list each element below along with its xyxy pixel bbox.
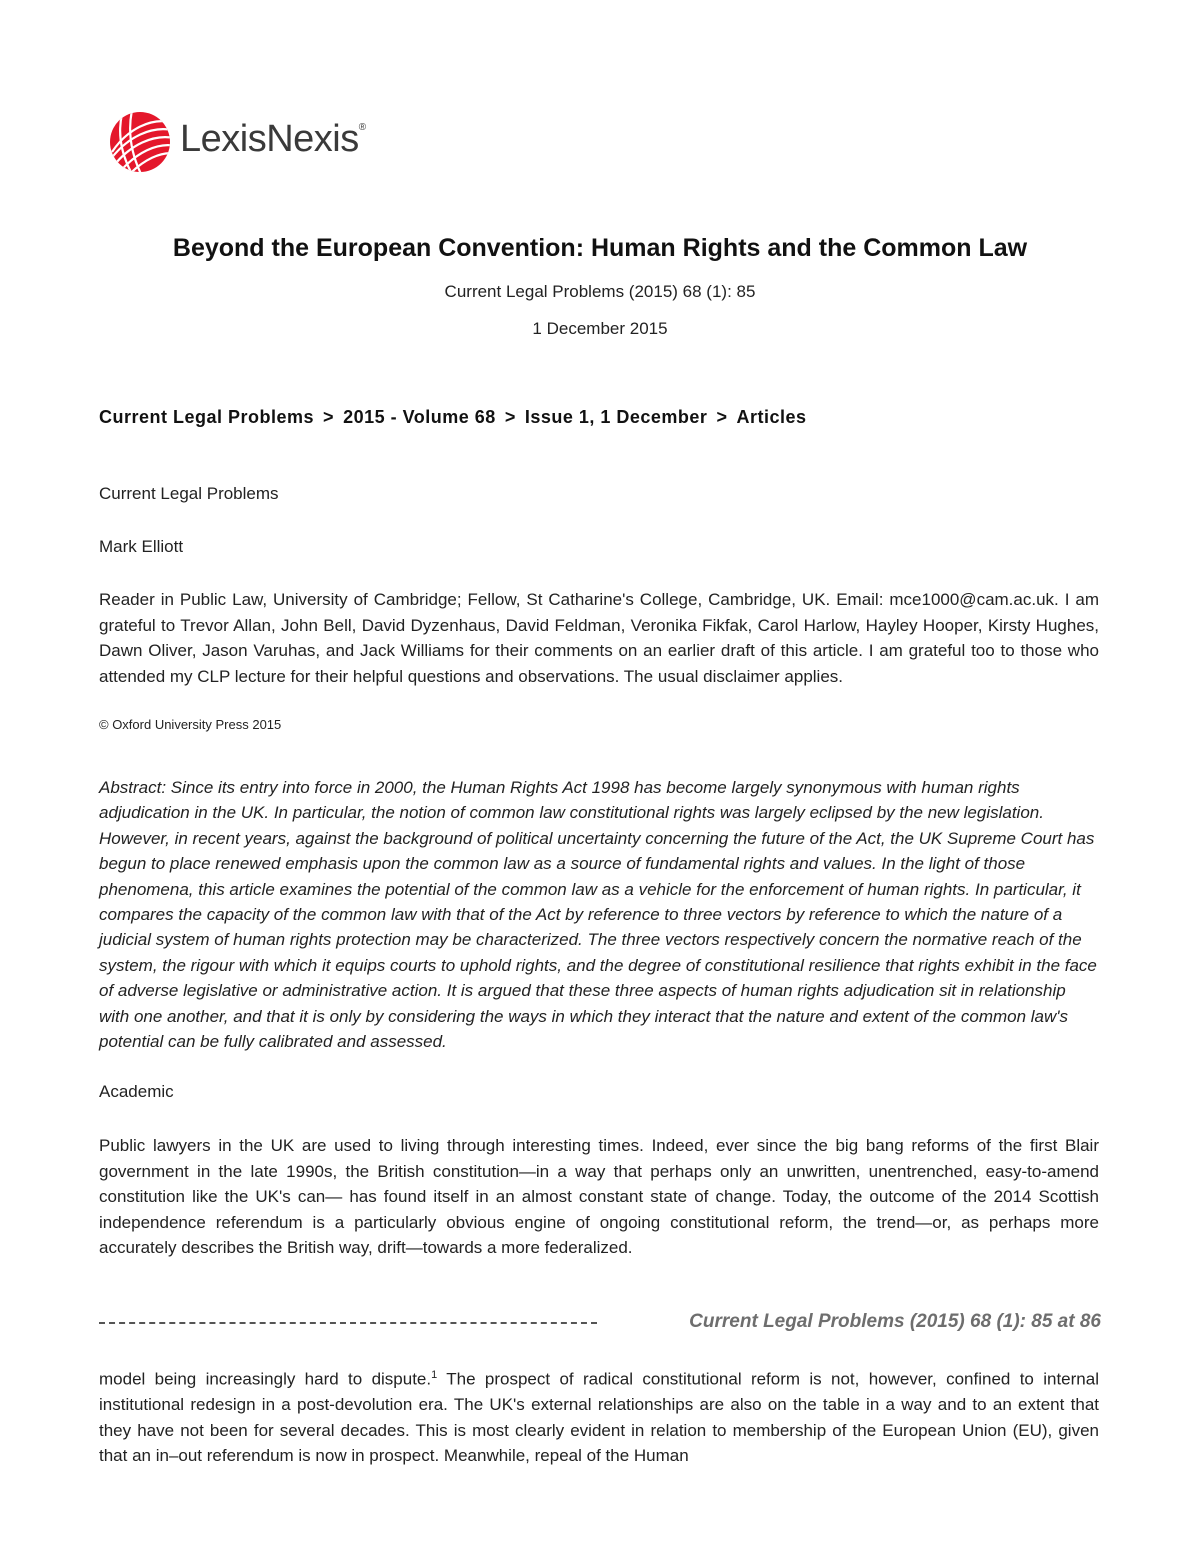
lexisnexis-logo bbox=[108, 108, 388, 174]
breadcrumb-separator: > bbox=[323, 407, 335, 427]
author-name: Mark Elliott bbox=[99, 537, 184, 556]
article-citation: Current Legal Problems (2015) 68 (1): 85 bbox=[444, 282, 756, 301]
breadcrumb-volume[interactable]: 2015 - Volume 68 bbox=[343, 407, 496, 427]
article-title: Beyond the European Convention: Human Rights and the Common Law bbox=[172, 234, 1028, 262]
page-marker: Current Legal Problems (2015) 68 (1): 85 at 86 bbox=[689, 1311, 1101, 1332]
article-category: Academic bbox=[99, 1082, 174, 1101]
paragraph-start: model being increasingly hard to dispute. bbox=[99, 1369, 432, 1389]
body-paragraph-continued bbox=[99, 1363, 1099, 1469]
logo-text: LexisNexis bbox=[180, 118, 359, 160]
breadcrumb-section[interactable]: Articles bbox=[736, 407, 807, 427]
abstract: Abstract: Since its entry into force in 2000, the Human Rights Act 1998 has become largely synonymous with human rights adjudication in the UK. In particular, the notion of common law constitutional rights was largely eclipsed by the new legislation. However, in recent years, against the background of political uncertainty concerning the future of the Act, the UK Supreme Court has begun to place renewed emphasis upon the common law as a source of fundamental rights and values. In the light of those phenomena, this article examines the potential of the common law as a vehicle for the enforcement of human rights. In particular, it compares the capacity of the common law with that of the Act by reference to three vectors by reference to which the nature of a judicial system of human rights protection may be characterized. The three vectors respectively concern the normative reach of the system, the rigour with which it equips courts to uphold rights, and the degree of constitutional resilience that rights exhibit in the face of adverse legislative or administrative action. It is argued that these three aspects of human rights adjudication sit in relationship with one another, and that it is only by considering the ways in which they interact that the nature and extent of the common law's potential can be fully calibrated and assessed. bbox=[99, 778, 1097, 1052]
copyright-notice: © Oxford University Press 2015 bbox=[99, 717, 282, 732]
journal-name: Current Legal Problems bbox=[99, 484, 279, 503]
breadcrumb-separator: > bbox=[716, 407, 728, 427]
registered-mark: ® bbox=[358, 122, 366, 133]
breadcrumb-journal[interactable]: Current Legal Problems bbox=[99, 407, 315, 427]
body-paragraph: Public lawyers in the UK are used to living through interesting times. Indeed, ever since the big bang reforms of the first Blair government in the late 1990s, the British constitution—in a way that perhaps only an unwritten, unentrenched, easy-to-amend constitution like the UK's can— has found itself in an almost constant state of change. Today, the outcome of the 2014 Scottish independence referendum is a particularly obvious engine of ongoing constitutional reform, the trend—or, as perhaps more accurately describes the British way, drift—towards a more federalized. bbox=[99, 1136, 1099, 1257]
article-date: 1 December 2015 bbox=[532, 319, 668, 338]
footnote-ref[interactable]: 1 bbox=[431, 1369, 438, 1381]
paragraph-rest: The prospect of radical constitutional reform is not, however, confined to internal institutional redesign in a post-devolution era. The UK's external relationships are also on the table in a way and to an extent that they have not been for several decades. This is most clearly evident in relation to membership of the European Union (EU), given that an in–out referendum is now in prospect. Meanwhile, repeal of the Human bbox=[99, 1369, 1099, 1466]
breadcrumb-separator: > bbox=[504, 407, 516, 427]
page-break-divider bbox=[99, 1322, 597, 1324]
breadcrumb-issue[interactable]: Issue 1, 1 December bbox=[524, 407, 708, 427]
lexisnexis-emblem-icon bbox=[108, 108, 172, 174]
author-affiliation: Reader in Public Law, University of Cambridge; Fellow, St Catharine's College, Cambridge, UK. Email: mce1000@cam.ac.uk. I am grateful to Trevor Allan, John Bell, David Dyzenhaus, David Feldman, Veronika Fikfak, Carol Harlow, Hayley Hooper, Kirsty Hughes, Dawn Oliver, Jason Varuhas, and Jack Williams for their comments on an earlier draft of this article. I am grateful too to those who attended my CLP lecture for their helpful questions and observations. The usual disclaimer applies. bbox=[99, 590, 1099, 686]
breadcrumb bbox=[99, 407, 807, 428]
